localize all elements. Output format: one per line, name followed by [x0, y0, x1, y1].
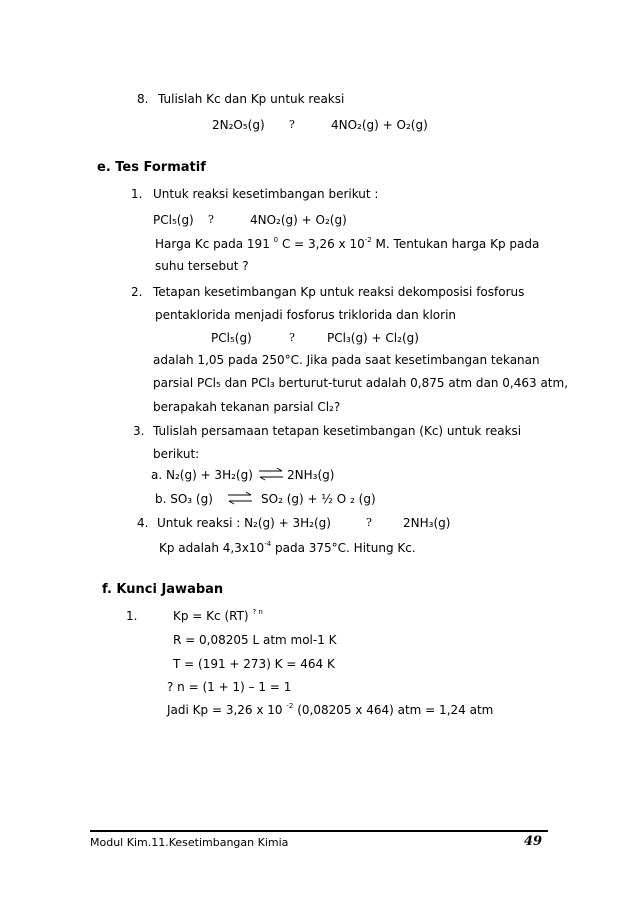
f-kp-formula	[173, 608, 263, 626]
e-q1-eq-symbol: ?	[208, 213, 214, 226]
f-jadi-line	[167, 702, 493, 720]
e-q2-eq-left: PCl₅(g)	[211, 331, 252, 345]
e-q4-eq-right: 2NH₃(g)	[403, 516, 451, 530]
f-delta-n-line: ? n = (1 + 1) – 1 = 1	[167, 680, 292, 694]
e-q4-line2	[159, 540, 416, 558]
e-q4-number: 4.	[137, 516, 149, 530]
section-f-title: f. Kunci Jawaban	[102, 582, 224, 597]
e-q4-line2-b: pada 375°C. Hitung Kc.	[275, 541, 416, 555]
e-q1-line2-a: Harga Kc pada 191	[155, 237, 270, 251]
f-jadi-b: (0,08205 x 464) atm = 1,24 atm	[297, 703, 494, 717]
e-q3-a-right: 2NH₃(g)	[287, 468, 335, 482]
q8-eq-right: 4NO₂(g) + O₂(g)	[331, 118, 428, 132]
e-q1-line2	[155, 236, 539, 254]
f-kp-main: Kp = Kc (RT)	[173, 609, 249, 623]
e-q2-line3: adalah 1,05 pada 250°C. Jika pada saat kesetimbangan tekanan	[153, 353, 540, 367]
e-q1-eq-left: PCl₅(g)	[153, 213, 194, 227]
e-q2-line5: berapakah tekanan parsial Cl₂?	[153, 400, 341, 414]
e-q3-a-left: a. N₂(g) + 3H₂(g)	[151, 468, 253, 482]
e-q1-line2-sup2: -2	[364, 236, 372, 244]
section-e-title: e. Tes Formatif	[97, 160, 206, 175]
e-q1-line2-sup1: 0	[273, 236, 279, 244]
equilibrium-arrow-icon	[258, 465, 284, 481]
q8-eq-symbol: ?	[289, 118, 295, 131]
e-q1-eq-right: 4NO₂(g) + O₂(g)	[250, 213, 347, 227]
f-t-line: T = (191 + 273) K = 464 K	[173, 657, 335, 671]
f-jadi-sup: -2	[286, 702, 294, 710]
e-q1-line2-b: C = 3,26 x 10	[281, 237, 365, 251]
e-q3-number: 3.	[133, 424, 145, 438]
e-q3-line2: berikut:	[153, 447, 200, 461]
e-q4-line2-a: Kp adalah 4,3x10	[159, 541, 265, 555]
f-answer-number: 1.	[126, 609, 138, 623]
f-jadi-a: Jadi Kp = 3,26 x 10	[167, 703, 283, 717]
q8-number: 8.	[137, 92, 149, 106]
e-q2-eq-symbol: ?	[289, 331, 295, 344]
e-q2-line1: Tetapan kesetimbangan Kp untuk reaksi dekomposisi fosforus	[153, 285, 525, 299]
f-kp-sup: ? n	[252, 608, 263, 616]
e-q2-number: 2.	[131, 285, 143, 299]
e-q2-eq-right: PCl₃(g) + Cl₂(g)	[327, 331, 419, 345]
e-q3-b-right: SO₂ (g) + ½ O ₂ (g)	[261, 492, 376, 506]
footer-divider	[90, 830, 548, 832]
e-q1-number: 1.	[131, 187, 143, 201]
footer-module-title: Modul Kim.11.Kesetimbangan Kimia	[90, 836, 289, 849]
e-q1-text: Untuk reaksi kesetimbangan berikut :	[153, 187, 379, 201]
q8-text: Tulislah Kc dan Kp untuk reaksi	[158, 92, 345, 106]
e-q2-line2: pentaklorida menjadi fosforus triklorida dan klorin	[155, 308, 457, 322]
e-q4-text: Untuk reaksi : N₂(g) + 3H₂(g)	[157, 516, 331, 530]
e-q4-line2-sup: -4	[264, 540, 272, 548]
e-q1-line2-c: M. Tentukan harga Kp pada	[375, 237, 540, 251]
e-q2-line4: parsial PCl₅ dan PCl₃ berturut-turut adalah 0,875 atm dan 0,463 atm,	[153, 376, 569, 390]
e-q4-eq-symbol: ?	[366, 516, 372, 529]
e-q3-line1: Tulislah persamaan tetapan kesetimbangan (Kc) untuk reaksi	[153, 424, 522, 438]
page-number: 49	[524, 834, 543, 849]
e-q3-b-left: b. SO₃ (g)	[155, 492, 213, 506]
q8-eq-left: 2N₂O₅(g)	[212, 118, 265, 132]
e-q1-line3: suhu tersebut ?	[155, 259, 249, 273]
f-r-line: R = 0,08205 L atm mol-1 K	[173, 633, 337, 647]
equilibrium-arrow-icon	[227, 489, 253, 505]
